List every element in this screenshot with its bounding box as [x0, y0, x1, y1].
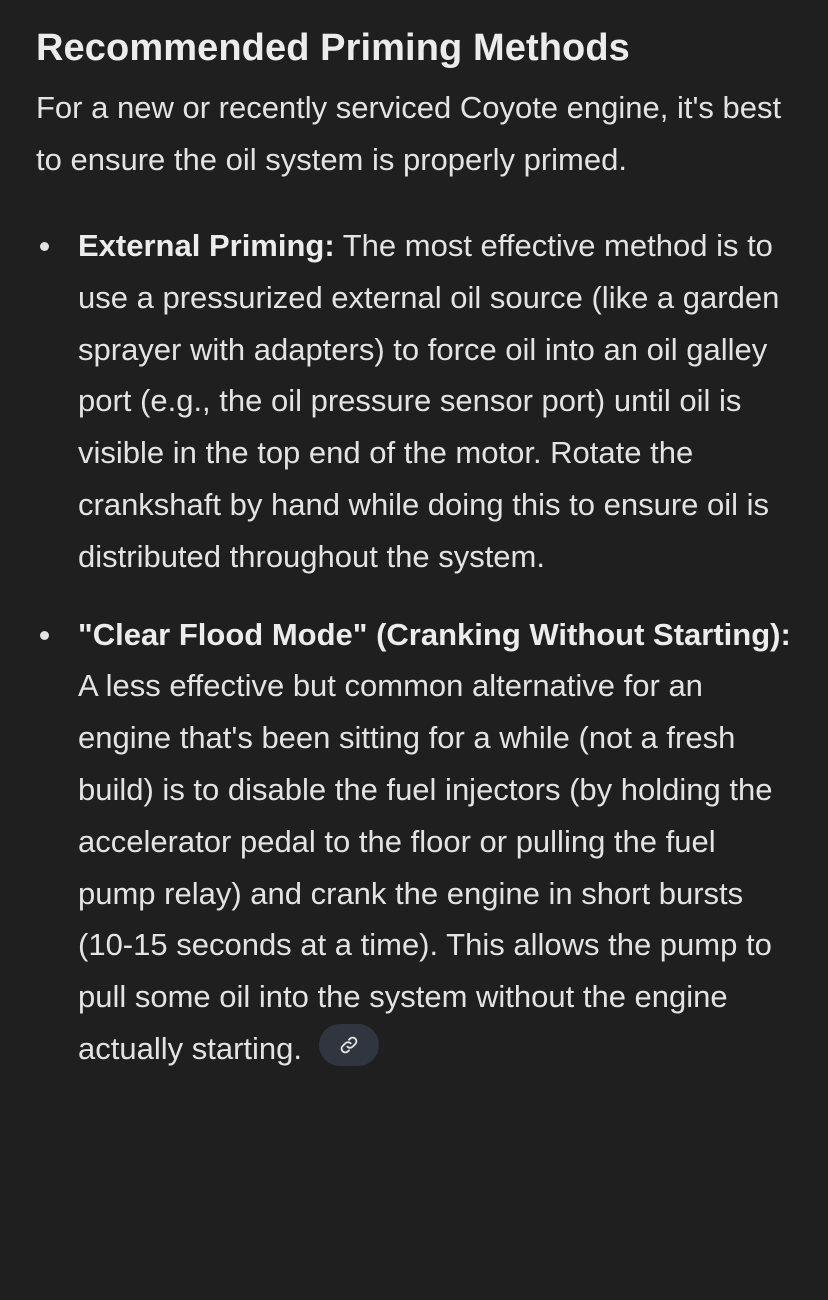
bullet-text: A less effective but common alternative for an engine that's been sitting for a while (not a fresh build) is to disable the fuel injectors (by holding the accelerator pedal to the floor or pulling the fuel pump relay) and crank the engine in short bursts (10-15 seconds at a time). This allows the pump to pull some oil into the system without the engine actually starting.	[78, 668, 773, 1066]
bullet-item-external-priming	[36, 220, 792, 583]
bullet-item-clear-flood-mode	[36, 609, 792, 1075]
bullet-dot	[40, 631, 49, 640]
section-heading: Recommended Priming Methods	[36, 27, 630, 69]
link-icon	[339, 1035, 359, 1055]
bullet-title: "Clear Flood Mode" (Cranking Without Starting):	[78, 616, 791, 652]
intro-paragraph: For a new or recently serviced Coyote engine, it's best to ensure the oil system is properly primed.	[36, 90, 782, 177]
bullet-text: The most effective method is to use a pressurized external oil source (like a garden sprayer with adapters) to force oil into an oil galley port (e.g., the oil pressure sensor port) until oil is visible in the top end of the motor. Rotate the crankshaft by hand while doing this to ensure oil is distributed throughout the system.	[78, 228, 780, 574]
source-link-chip[interactable]	[319, 1024, 379, 1066]
bullet-title: External Priming:	[78, 228, 335, 263]
bullet-dot	[40, 242, 49, 251]
bullet-list	[36, 220, 792, 1075]
